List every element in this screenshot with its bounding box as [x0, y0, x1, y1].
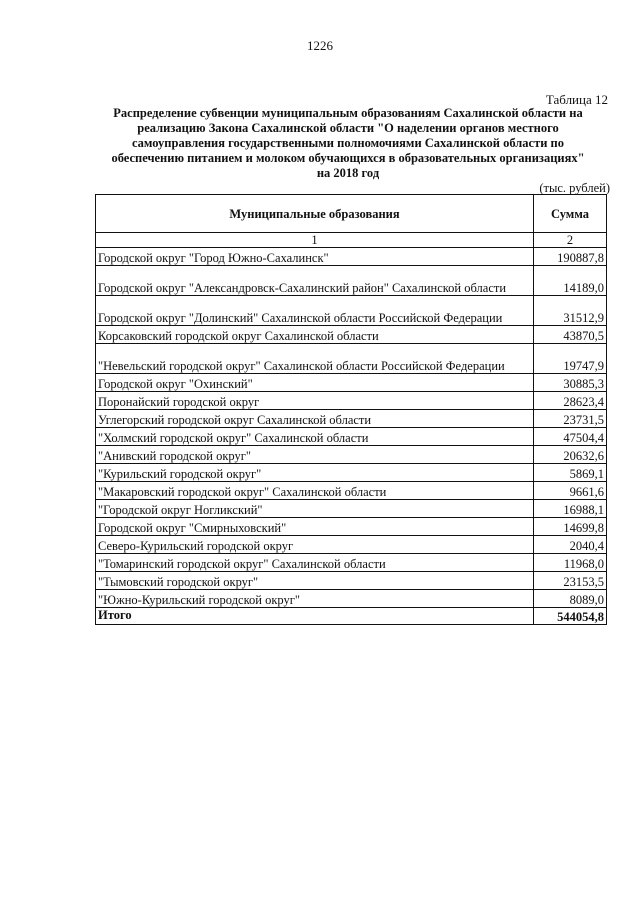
heading-line: обеспечению питанием и молоком обучающихся в образовательных организациях" [111, 151, 585, 165]
municipality-name: "Южно-Курильский городской округ" [96, 590, 534, 608]
units-label: (тыс. рублей) [539, 181, 610, 195]
subvention-amount: 28623,4 [534, 392, 607, 410]
subvention-amount: 19747,9 [534, 344, 607, 374]
subvention-amount: 23153,5 [534, 572, 607, 590]
municipality-name: Городской округ "Смирныховский" [96, 518, 534, 536]
municipality-name: Поронайский городской округ [96, 392, 534, 410]
municipality-name: Городской округ "Александровск-Сахалинский район" Сахалинской области [96, 266, 534, 296]
municipality-name: "Городской округ Ногликский" [96, 500, 534, 518]
table-row [96, 410, 607, 428]
column-header-name: Муниципальные образования [96, 195, 534, 233]
total-label: Итого [96, 608, 534, 625]
table-row [96, 482, 607, 500]
municipality-name: "Макаровский городской округ" Сахалинской области [96, 482, 534, 500]
table-label: Таблица 12 [545, 92, 608, 107]
subvention-amount: 47504,4 [534, 428, 607, 446]
subvention-amount: 190887,8 [534, 248, 607, 266]
municipality-name: "Томаринский городской округ" Сахалинской области [96, 554, 534, 572]
table-row [96, 392, 607, 410]
subvention-amount: 30885,3 [534, 374, 607, 392]
subvention-amount: 11968,0 [534, 554, 607, 572]
column-number-1: 1 [96, 233, 534, 248]
table-row [96, 518, 607, 536]
subvention-amount: 31512,9 [534, 296, 607, 326]
total-row [96, 608, 607, 625]
table-row [96, 536, 607, 554]
table-row [96, 374, 607, 392]
municipality-name: "Курильский городской округ" [96, 464, 534, 482]
subvention-amount: 16988,1 [534, 500, 607, 518]
subvention-table [95, 194, 607, 625]
heading-line: самоуправления государственными полномочиями Сахалинской области по [131, 136, 564, 150]
table-body [96, 248, 607, 608]
column-header-sum: Сумма [534, 195, 607, 233]
document-heading [92, 106, 604, 181]
table-row [96, 296, 607, 326]
subvention-amount: 20632,6 [534, 446, 607, 464]
table-row [96, 248, 607, 266]
municipality-name: "Анивский городской округ" [96, 446, 534, 464]
column-number-row [96, 233, 607, 248]
table-row [96, 554, 607, 572]
subvention-amount: 2040,4 [534, 536, 607, 554]
page-number: 1226 [307, 38, 333, 53]
municipality-name: "Невельский городской округ" Сахалинской области Российской Федерации [96, 344, 534, 374]
subvention-amount: 14189,0 [534, 266, 607, 296]
municipality-name: Городской округ "Долинский" Сахалинской области Российской Федерации [96, 296, 534, 326]
subvention-amount: 23731,5 [534, 410, 607, 428]
column-number-2: 2 [534, 233, 607, 248]
table-row [96, 344, 607, 374]
table-row [96, 326, 607, 344]
table-row [96, 500, 607, 518]
table-row [96, 464, 607, 482]
municipality-name: Городской округ "Охинский" [96, 374, 534, 392]
municipality-name: Углегорский городской округ Сахалинской области [96, 410, 534, 428]
municipality-name: "Тымовский городской округ" [96, 572, 534, 590]
municipality-name: Городской округ "Город Южно-Сахалинск" [96, 248, 534, 266]
table-row [96, 590, 607, 608]
table-row [96, 446, 607, 464]
table-row [96, 428, 607, 446]
table-row [96, 572, 607, 590]
table-row [96, 266, 607, 296]
table-header-row [96, 195, 607, 233]
heading-line: Распределение субвенции муниципальным образованиям Сахалинской области на [113, 106, 583, 120]
heading-line: на 2018 год [316, 166, 380, 180]
subvention-amount: 9661,6 [534, 482, 607, 500]
subvention-amount: 5869,1 [534, 464, 607, 482]
municipality-name: "Холмский городской округ" Сахалинской области [96, 428, 534, 446]
total-value: 544054,8 [534, 608, 607, 625]
subvention-amount: 43870,5 [534, 326, 607, 344]
subvention-amount: 8089,0 [534, 590, 607, 608]
municipality-name: Корсаковский городской округ Сахалинской области [96, 326, 534, 344]
subvention-amount: 14699,8 [534, 518, 607, 536]
municipality-name: Северо-Курильский городской округ [96, 536, 534, 554]
heading-line: реализацию Закона Сахалинской области "О наделении органов местного [137, 121, 559, 135]
